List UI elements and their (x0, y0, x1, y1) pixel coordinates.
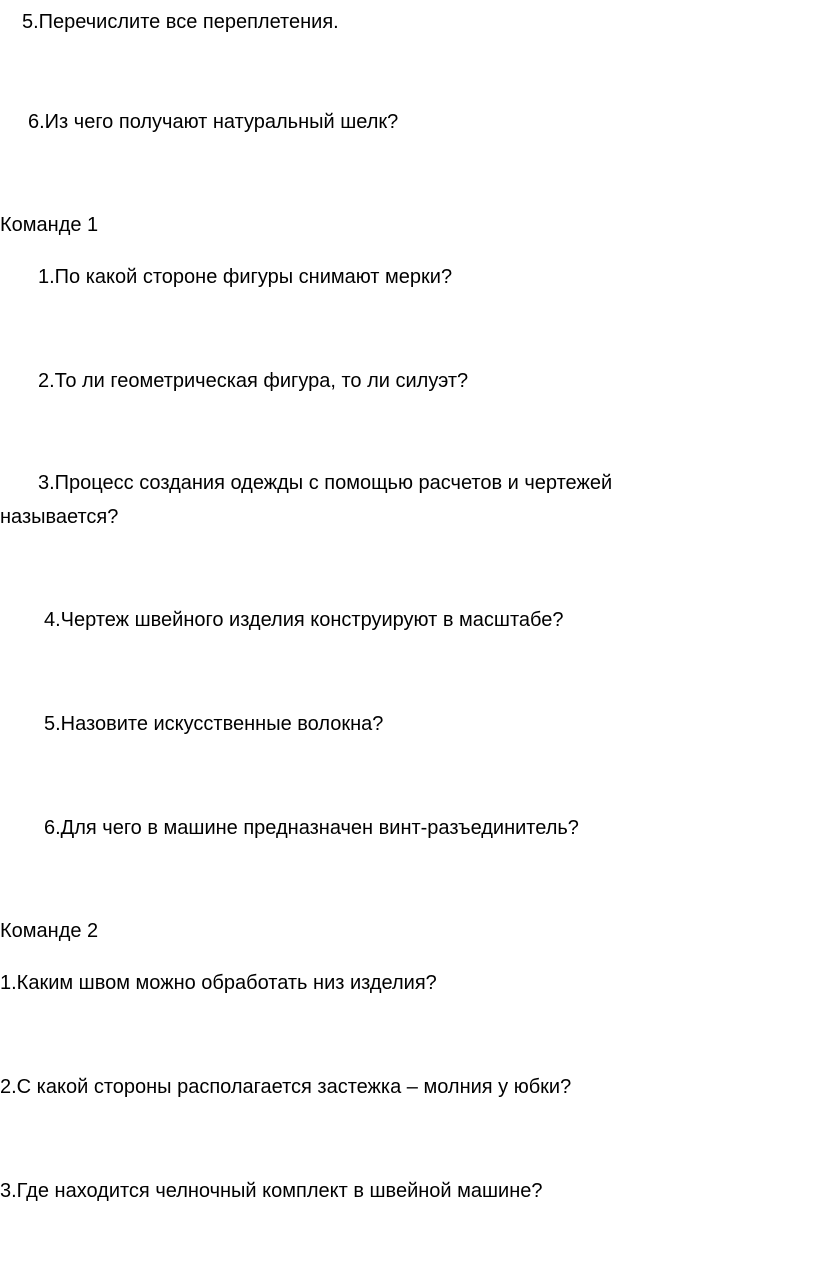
team-1-question-3-line-2: называется? (0, 506, 119, 528)
team-2-question-1: 1.Каким швом можно обработать низ изделия? (0, 972, 437, 994)
team-1-question-5: 5.Назовите искусственные волокна? (44, 713, 384, 735)
team-1-question-4: 4.Чертеж швейного изделия конструируют в масштабе? (44, 609, 564, 631)
question-6-silk: 6.Из чего получают натуральный шелк? (28, 111, 399, 133)
team-1-question-2: 2.То ли геометрическая фигура, то ли силуэт? (38, 370, 469, 392)
team-1-question-6: 6.Для чего в машине предназначен винт-разъединитель? (44, 817, 579, 839)
team-2-question-3: 3.Где находится челночный комплект в швейной машине? (0, 1180, 543, 1202)
team-1-question-1: 1.По какой стороне фигуры снимают мерки? (38, 266, 453, 288)
question-5-weaves: 5.Перечислите все переплетения. (22, 11, 339, 33)
team-2-question-2: 2.С какой стороны располагается застежка – молния у юбки? (0, 1076, 572, 1098)
team-1-heading: Команде 1 (0, 214, 99, 236)
team-1-question-3-line-1: 3.Процесс создания одежды с помощью расчетов и чертежей (38, 472, 613, 494)
team-2-heading: Команде 2 (0, 920, 99, 942)
